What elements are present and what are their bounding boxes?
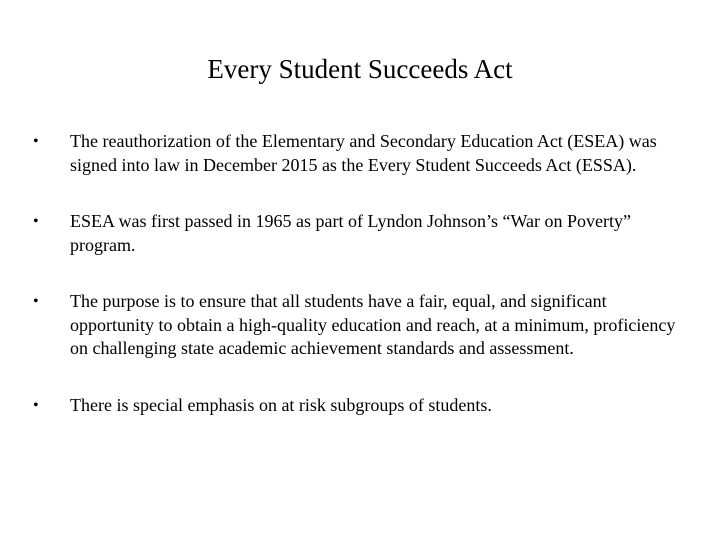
- bullet-icon: •: [33, 396, 39, 414]
- bullet-icon: •: [33, 213, 39, 230]
- bullet-text: ESEA was first passed in 1965 as part of Lyndon Johnson’s “War on Poverty” program.: [70, 211, 631, 255]
- bullet-text: The reauthorization of the Elementary and Secondary Education Act (ESEA) was signed into law in December 2015 as the Every Student Succeeds Act (ESSA).: [70, 131, 657, 175]
- bullet-item-history: [33, 210, 683, 257]
- bullet-item-emphasis: [33, 394, 683, 418]
- bullet-icon: •: [33, 133, 39, 150]
- bullet-item-purpose: [33, 290, 683, 361]
- bullet-icon: •: [33, 293, 39, 310]
- bullet-list: [33, 130, 683, 417]
- bullet-text: The purpose is to ensure that all students have a fair, equal, and significant opportunity to obtain a high-quality education and reach, at a minimum, proficiency on challenging state academic achievement standards and assessment.: [70, 291, 676, 358]
- bullet-text: There is special emphasis on at risk subgroups of students.: [70, 394, 492, 415]
- slide-title: Every Student Succeeds Act: [207, 54, 513, 84]
- bullet-item-reauthorization: [33, 130, 683, 177]
